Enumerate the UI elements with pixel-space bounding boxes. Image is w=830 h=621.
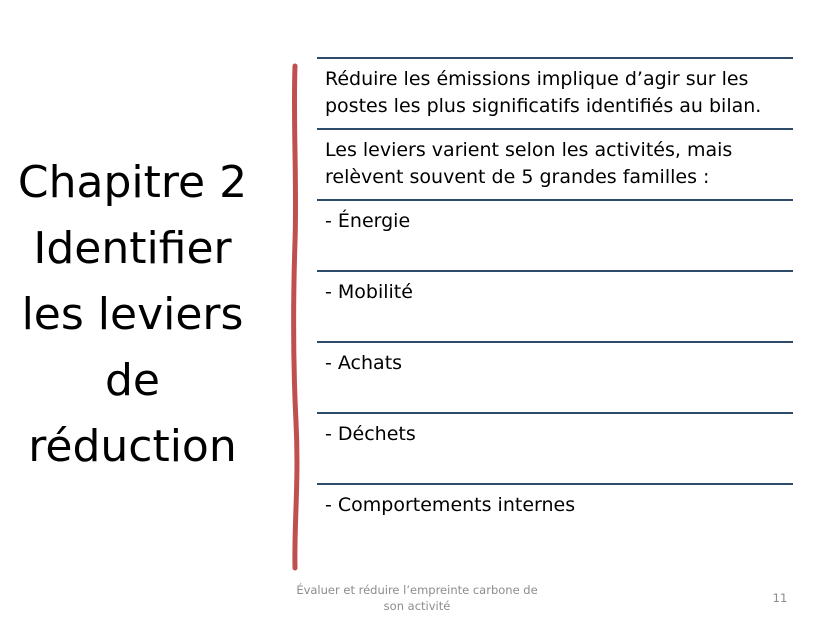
list-item-mobilite: - Mobilité xyxy=(317,270,793,341)
title-line: les leviers xyxy=(21,289,244,340)
vertical-divider xyxy=(286,62,306,572)
list-item-achats: - Achats xyxy=(317,341,793,412)
slide-footer: Évaluer et réduire l’empreinte carbone de son activité xyxy=(296,583,538,613)
list-item-energie: - Énergie xyxy=(317,199,793,270)
list-item-intro: Réduire les émissions implique d’agir sur les postes les plus significatifs identifiés au bilan. xyxy=(317,57,793,128)
list-item-comportements: - Comportements internes xyxy=(317,483,793,543)
list-item-dechets: - Déchets xyxy=(317,412,793,483)
page-number: 11 xyxy=(772,591,788,605)
title-line: Identifier xyxy=(33,223,232,274)
slide-title xyxy=(10,150,255,480)
title-line: réduction xyxy=(28,421,237,472)
title-line: de xyxy=(105,355,160,406)
bullet-list xyxy=(317,57,793,543)
list-item-families: Les leviers varient selon les activités, mais relèvent souvent de 5 grandes familles : xyxy=(317,128,793,199)
title-line: Chapitre 2 xyxy=(17,157,248,208)
